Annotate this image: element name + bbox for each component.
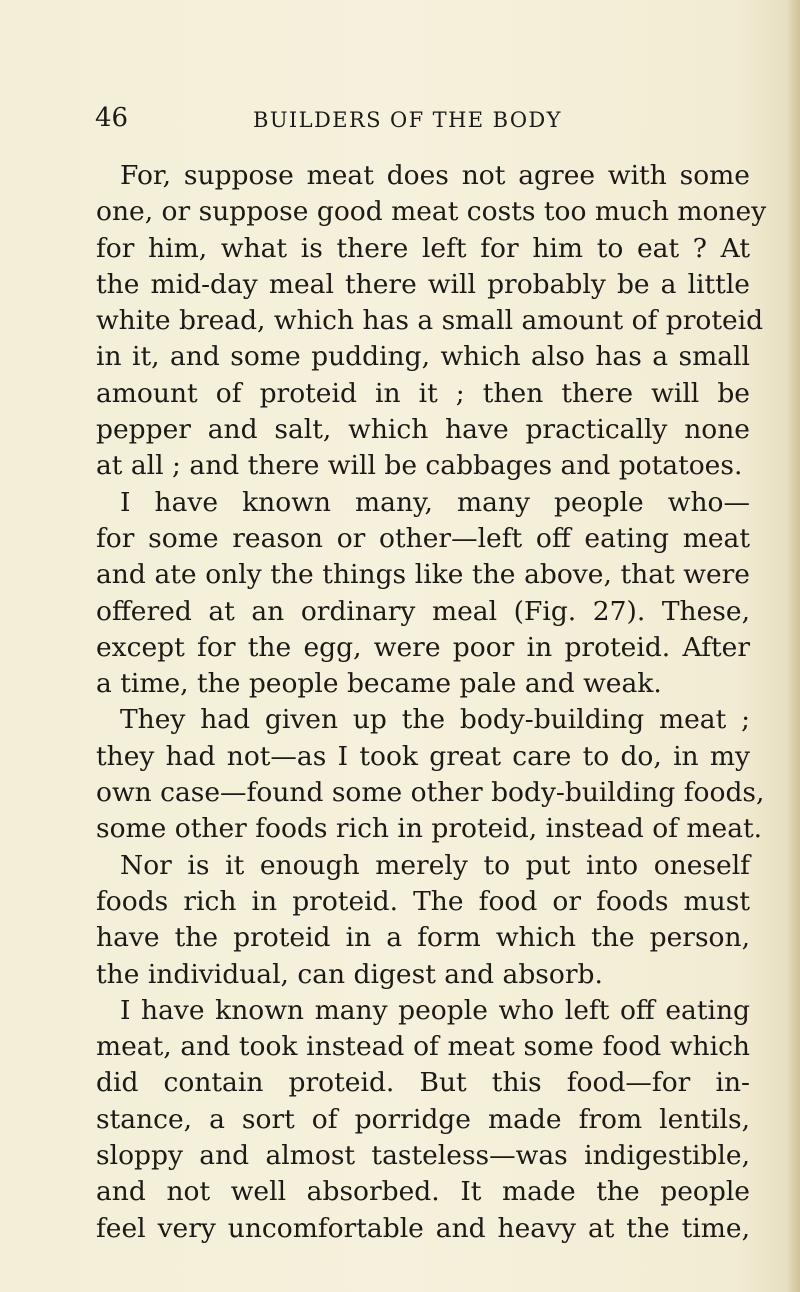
- text-line: in it, and some pudding, which also has a small: [96, 341, 750, 373]
- text-line: and not well absorbed. It made the people: [96, 1176, 750, 1208]
- text-line: except for the egg, were poor in proteid. After: [96, 631, 750, 663]
- text-line: a time, the people became pale and weak.: [96, 668, 662, 700]
- text-line: own case—found some other body-building foods,: [96, 777, 765, 809]
- text-line: did contain proteid. But this food—for in-: [96, 1067, 750, 1099]
- text-line: Nor is it enough merely to put into oneself: [120, 849, 750, 881]
- text-line: They had given up the body-building meat ;: [120, 704, 750, 736]
- text-line: foods rich in proteid. The food or foods must: [96, 885, 750, 917]
- page-header: [95, 100, 715, 136]
- text-line: the mid-day meal there will probably be a little: [96, 268, 750, 300]
- text-line: I have known many people who left off eating: [120, 994, 750, 1026]
- text-line: at all ; and there will be cabbages and potatoes.: [96, 450, 743, 482]
- text-line: one, or suppose good meat costs too much money: [96, 196, 767, 228]
- text-line: have the proteid in a form which the person,: [96, 922, 750, 954]
- text-line: I have known many, many people who—: [120, 486, 750, 518]
- text-line: meat, and took instead of meat some food which: [96, 1031, 750, 1063]
- text-line: feel very uncomfortable and heavy at the time,: [96, 1212, 750, 1244]
- text-line: some other foods rich in proteid, instead of meat.: [96, 813, 763, 845]
- page-edge-shadow: [786, 0, 800, 1292]
- text-line: stance, a sort of porridge made from lentils,: [96, 1103, 750, 1135]
- text-line: white bread, which has a small amount of proteid: [96, 305, 764, 337]
- text-line: pepper and salt, which have practically none: [96, 414, 750, 446]
- text-line: for some reason or other—left off eating meat: [96, 522, 750, 554]
- text-line: they had not—as I took great care to do, in my: [96, 740, 750, 772]
- text-line: amount of proteid in it ; then there will be: [96, 377, 750, 409]
- text-line: the individual, can digest and absorb.: [96, 958, 603, 990]
- text-line: for him, what is there left for him to eat ? At: [96, 232, 750, 264]
- body-text: [96, 158, 767, 1247]
- text-line: and ate only the things like the above, that were: [96, 559, 750, 591]
- text-line: offered at an ordinary meal (Fig. 27). These,: [96, 595, 750, 627]
- text-line: sloppy and almost tasteless—was indigestible,: [96, 1140, 750, 1172]
- page-number: 46: [95, 103, 129, 133]
- running-head: BUILDERS OF THE BODY: [253, 108, 562, 132]
- text-line: For, suppose meat does not agree with some: [120, 160, 750, 191]
